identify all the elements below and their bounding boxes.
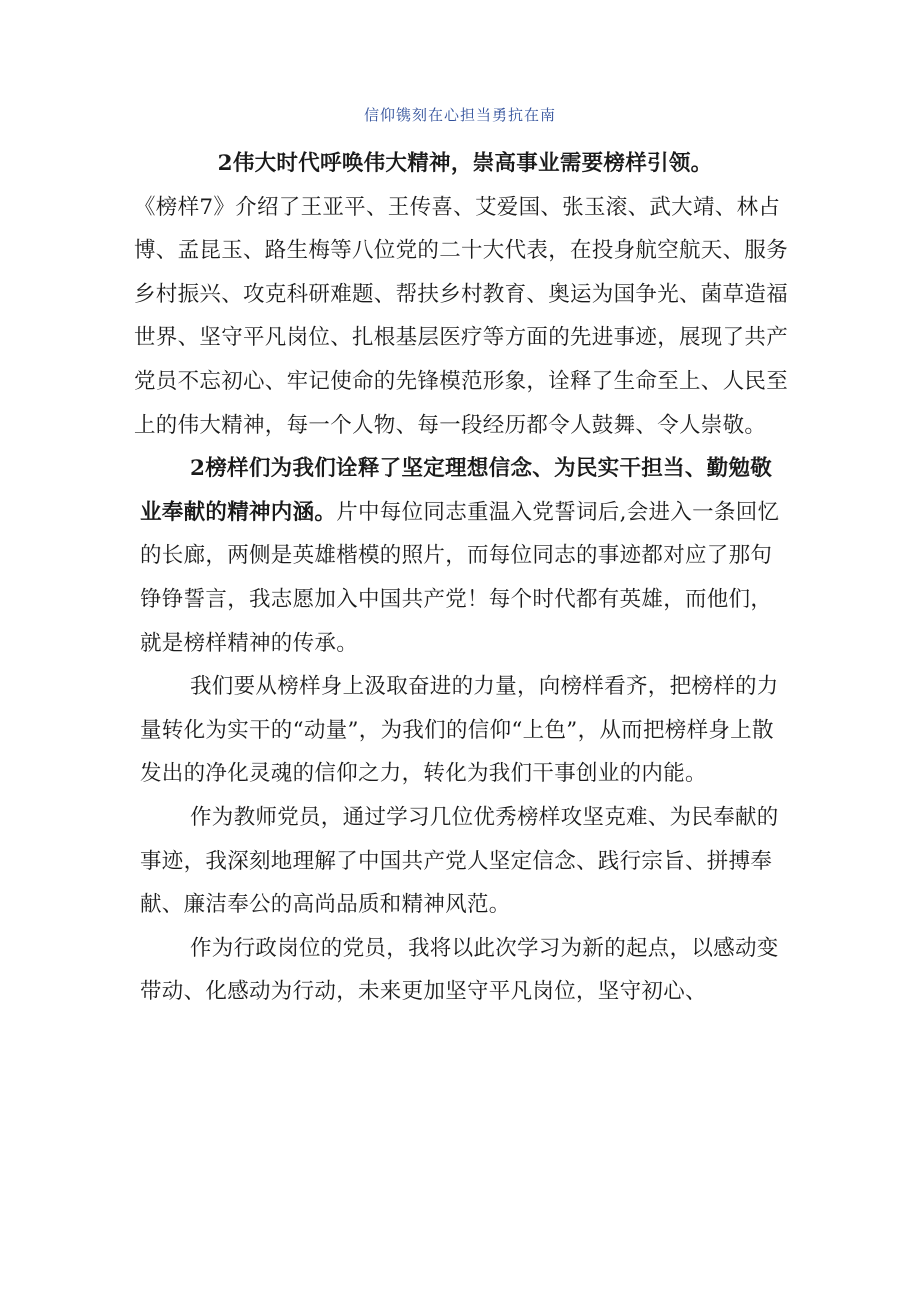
page-header: 信仰镌刻在心担当勇抗在南 xyxy=(363,106,556,124)
paragraph-4: 作为教师党员，通过学习几位优秀榜样攻坚克难、为民奉献的事迹，我深刻地理解了中国共产党人坚定信念、践行宗旨、拼搏奉献、廉洁奉公的高尚品质和精神风范。 xyxy=(140,804,779,918)
paragraph-3: 我们要从榜样身上汲取奋进的力量，向榜样看齐，把榜样的力量转化为实干的“动量”，为我们的信仰“上色”，从而把榜样身上散发出的净化灵魂的信仰之力，转化为我们干事创业的内能。 xyxy=(140,674,779,787)
paragraph-5: 作为行政岗位的党员，我将以此次学习为新的起点，以感动变带动、化感动为行动，未来更加坚守平凡岗位，坚守初心、 xyxy=(140,935,779,1005)
document-body xyxy=(134,142,790,1014)
paragraph-2-text: 片中每位同志重温入党誓词后,会进入一条回忆的长廊，两侧是英雄楷模的照片，而每位同志的事迹都对应了那句铮铮誓言，我志愿加入中国共产党！每个时代都有英雄，而他们，就是榜样精神的传承。 xyxy=(140,499,780,656)
paragraph-2 xyxy=(140,447,790,665)
paragraph-1: 《榜样7》介绍了王亚平、王传喜、艾爱国、张玉滚、武大靖、林占博、孟昆玉、路生梅等八位党的二十大代表，在投身航空航天、服务乡村振兴、攻克科研难题、帮扶乡村教育、奥运为国争光、菌草造福世界、坚守平凡岗位、扎根基层医疗等方面的先进事迹，展现了共产党员不忘初心、牢记使命的先锋模范形象，诠释了生命至上、人民至上的伟大精神，每一个人物、每一段经历都令人鼓舞、令人崇敬。 xyxy=(134,194,789,438)
section-heading: 2伟大时代呼唤伟大精神，崇高事业需要榜样引领。 xyxy=(217,151,713,176)
paragraph-2-bold-lead: 2榜样们为我们诠释了坚定理想信念、为民实干担当、勤勉敬业奉献的精神内涵。 xyxy=(140,456,773,525)
